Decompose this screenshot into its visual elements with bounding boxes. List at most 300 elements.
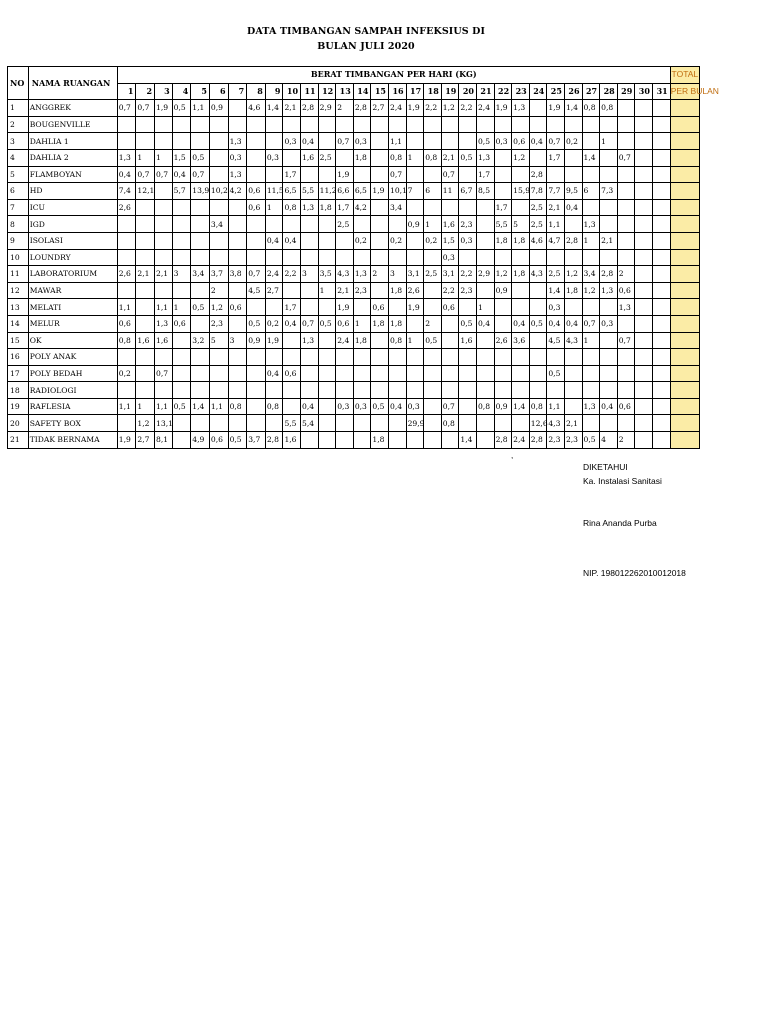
weight-cell <box>228 282 247 299</box>
weight-cell: 2,5 <box>529 199 547 216</box>
weight-cell <box>228 216 247 233</box>
row-number: 14 <box>8 315 29 332</box>
weight-cell <box>136 382 155 399</box>
weight-cell <box>155 249 173 266</box>
weight-cell: 2,8 <box>265 432 283 449</box>
weight-cell <box>406 349 424 366</box>
weight-cell: 0,6 <box>228 299 247 316</box>
weight-cell <box>652 100 670 117</box>
day-header: 4 <box>172 83 191 100</box>
weight-cell <box>547 249 565 266</box>
weight-cell <box>406 116 424 133</box>
weight-cell: 2,2 <box>459 100 477 117</box>
weight-cell <box>265 166 283 183</box>
weight-cell <box>600 382 618 399</box>
weight-cell: 3,4 <box>191 266 210 283</box>
weight-cell <box>318 116 336 133</box>
weight-cell <box>652 365 670 382</box>
weight-cell: 1,4 <box>512 398 530 415</box>
weight-cell <box>459 249 477 266</box>
weight-cell <box>424 199 442 216</box>
weight-cell: 0,4 <box>301 133 319 150</box>
weight-cell: 2 <box>336 100 354 117</box>
weight-cell <box>459 349 477 366</box>
weight-cell: 4,6 <box>529 232 547 249</box>
monthly-total-cell <box>670 100 699 117</box>
weight-cell <box>564 349 582 366</box>
weight-cell: 1,7 <box>547 149 565 166</box>
weight-cell: 2,6 <box>117 199 136 216</box>
weight-cell <box>406 199 424 216</box>
weight-cell: 1,3 <box>582 216 600 233</box>
weight-cell <box>424 349 442 366</box>
weight-cell <box>512 382 530 399</box>
weight-cell <box>265 415 283 432</box>
weight-cell: 0,4 <box>529 133 547 150</box>
weight-cell <box>247 216 266 233</box>
weight-cell: 0,5 <box>191 149 210 166</box>
weight-cell: 7,4 <box>117 183 136 200</box>
weight-cell: 0,5 <box>459 315 477 332</box>
weight-cell <box>155 232 173 249</box>
weight-cell <box>617 349 635 366</box>
weight-cell <box>172 116 191 133</box>
weight-cell <box>441 365 459 382</box>
weight-cell <box>564 398 582 415</box>
weight-cell <box>136 232 155 249</box>
table-row <box>8 149 700 166</box>
weight-cell <box>371 116 389 133</box>
weight-cell: 8,1 <box>155 432 173 449</box>
weight-cell: 0,3 <box>353 398 371 415</box>
weight-cell: 0,8 <box>441 415 459 432</box>
weight-cell <box>209 199 228 216</box>
weight-cell <box>191 232 210 249</box>
weight-cell <box>389 382 407 399</box>
weight-cell <box>459 398 477 415</box>
weight-cell <box>617 315 635 332</box>
weight-cell: 2,4 <box>336 332 354 349</box>
weight-cell: 2,1 <box>336 282 354 299</box>
weight-cell: 4,7 <box>547 232 565 249</box>
weight-cell <box>301 282 319 299</box>
weight-cell <box>635 249 653 266</box>
weight-cell: 0,5 <box>529 315 547 332</box>
weight-cell: 1,8 <box>371 315 389 332</box>
row-number: 20 <box>8 415 29 432</box>
weight-cell: 3,7 <box>209 266 228 283</box>
weight-cell <box>476 382 494 399</box>
row-number: 12 <box>8 282 29 299</box>
weight-cell: 0,9 <box>209 100 228 117</box>
weight-cell: 0,5 <box>172 100 191 117</box>
weight-cell <box>494 249 512 266</box>
weight-cell <box>635 299 653 316</box>
weight-cell: 1 <box>136 149 155 166</box>
weight-cell: 0,7 <box>617 332 635 349</box>
weight-cell <box>617 199 635 216</box>
weight-cell <box>136 249 155 266</box>
weight-cell <box>117 282 136 299</box>
weight-cell <box>209 149 228 166</box>
weight-cell <box>476 116 494 133</box>
day-header: 25 <box>547 83 565 100</box>
weight-cell <box>353 382 371 399</box>
weight-cell: 1,1 <box>117 299 136 316</box>
weight-cell: 0,4 <box>547 315 565 332</box>
weight-cell <box>459 365 477 382</box>
weight-cell: 0,6 <box>617 282 635 299</box>
weight-cell <box>529 332 547 349</box>
weight-cell: 0,6 <box>247 199 266 216</box>
weight-cell <box>635 100 653 117</box>
weight-cell <box>600 332 618 349</box>
weight-cell <box>191 216 210 233</box>
weight-cell <box>652 332 670 349</box>
weight-cell <box>424 133 442 150</box>
weight-cell: 2,8 <box>529 432 547 449</box>
weight-cell: 0,8 <box>600 100 618 117</box>
weight-cell: 0,3 <box>353 133 371 150</box>
weight-cell: 2,1 <box>547 199 565 216</box>
row-number: 2 <box>8 116 29 133</box>
day-header: 20 <box>459 83 477 100</box>
weight-cell: 0,7 <box>247 266 266 283</box>
weight-cell: 11 <box>441 183 459 200</box>
monthly-total-cell <box>670 398 699 415</box>
day-header: 14 <box>353 83 371 100</box>
weight-cell: 12,1 <box>136 183 155 200</box>
table-row <box>8 415 700 432</box>
weight-cell <box>228 415 247 432</box>
monthly-total-cell <box>670 432 699 449</box>
weight-cell: 0,3 <box>547 299 565 316</box>
signature-position: Ka. Instalasi Sanitasi <box>583 476 662 486</box>
weight-cell <box>424 365 442 382</box>
weight-cell: 0,4 <box>117 166 136 183</box>
weight-cell <box>512 365 530 382</box>
weight-cell <box>512 299 530 316</box>
weight-cell <box>476 232 494 249</box>
weight-cell: 4,2 <box>228 183 247 200</box>
weight-cell <box>424 382 442 399</box>
monthly-total-cell <box>670 232 699 249</box>
weight-cell <box>494 116 512 133</box>
weight-cell: 1,8 <box>389 282 407 299</box>
table-row <box>8 133 700 150</box>
day-header: 15 <box>371 83 389 100</box>
weight-cell <box>318 365 336 382</box>
weight-cell: 1,9 <box>336 299 354 316</box>
weight-cell <box>136 216 155 233</box>
weight-cell <box>547 349 565 366</box>
weight-cell <box>529 299 547 316</box>
weight-cell: 2 <box>617 432 635 449</box>
weight-cell <box>406 315 424 332</box>
weight-cell <box>117 216 136 233</box>
weight-cell: 2,8 <box>600 266 618 283</box>
row-number: 15 <box>8 332 29 349</box>
weight-cell <box>547 166 565 183</box>
weight-cell: 0,5 <box>547 365 565 382</box>
weight-cell <box>371 365 389 382</box>
day-header: 6 <box>209 83 228 100</box>
weight-cell: 1 <box>136 398 155 415</box>
table-row <box>8 232 700 249</box>
weight-cell <box>155 199 173 216</box>
weight-cell <box>476 432 494 449</box>
weight-cell: 1 <box>582 332 600 349</box>
weight-cell <box>600 199 618 216</box>
weight-cell: 0,8 <box>283 199 301 216</box>
weight-cell <box>371 382 389 399</box>
weight-cell <box>228 199 247 216</box>
weight-cell <box>424 299 442 316</box>
weight-cell <box>459 166 477 183</box>
weight-cell <box>389 365 407 382</box>
weight-cell: 1,1 <box>209 398 228 415</box>
weight-cell <box>564 216 582 233</box>
weight-cell <box>136 299 155 316</box>
weight-cell: 10,2 <box>209 183 228 200</box>
weight-cell <box>424 398 442 415</box>
monthly-total-cell <box>670 299 699 316</box>
weight-cell: 6,7 <box>459 183 477 200</box>
day-header: 29 <box>617 83 635 100</box>
weight-cell <box>353 365 371 382</box>
weight-cell <box>476 332 494 349</box>
day-header: 19 <box>441 83 459 100</box>
weight-cell: 2,5 <box>529 216 547 233</box>
room-name: MELUR <box>28 315 117 332</box>
weight-cell: 1,3 <box>512 100 530 117</box>
weight-cell: 0,9 <box>247 332 266 349</box>
weight-cell <box>301 299 319 316</box>
weight-cell: 0,5 <box>318 315 336 332</box>
weight-cell <box>136 116 155 133</box>
table-row <box>8 365 700 382</box>
weight-cell <box>476 415 494 432</box>
weight-cell: 1,6 <box>459 332 477 349</box>
room-name: ISOLASI <box>28 232 117 249</box>
weight-cell: 1,8 <box>389 315 407 332</box>
weight-cell <box>582 382 600 399</box>
row-number: 17 <box>8 365 29 382</box>
weight-cell: 0,8 <box>228 398 247 415</box>
table-row <box>8 266 700 283</box>
weight-cell: 0,5 <box>424 332 442 349</box>
monthly-total-cell <box>670 266 699 283</box>
weight-cell <box>635 382 653 399</box>
signature-name: Rina Ananda Purba <box>583 518 657 528</box>
weight-cell <box>155 349 173 366</box>
weight-cell <box>155 382 173 399</box>
weight-cell <box>265 382 283 399</box>
weight-cell <box>301 216 319 233</box>
weight-cell: 4,3 <box>564 332 582 349</box>
row-number: 9 <box>8 232 29 249</box>
weight-cell: 0,6 <box>512 133 530 150</box>
weight-cell: 0,7 <box>389 166 407 183</box>
weight-cell <box>117 232 136 249</box>
table-row <box>8 100 700 117</box>
weight-cell <box>318 166 336 183</box>
weight-cell <box>247 166 266 183</box>
weight-cell: 1 <box>600 133 618 150</box>
weight-cell <box>582 249 600 266</box>
weight-cell: 1,1 <box>191 100 210 117</box>
weight-cell: 0,4 <box>564 315 582 332</box>
weight-cell <box>617 232 635 249</box>
weight-cell: 2,1 <box>564 415 582 432</box>
table-row <box>8 216 700 233</box>
weight-cell: 1 <box>318 282 336 299</box>
row-number: 6 <box>8 183 29 200</box>
weight-cell: 2,9 <box>318 100 336 117</box>
weight-cell: 2,1 <box>600 232 618 249</box>
weight-cell: 1,9 <box>406 299 424 316</box>
weight-cell <box>283 149 301 166</box>
weight-cell <box>406 249 424 266</box>
day-header: 5 <box>191 83 210 100</box>
weight-cell: 1,8 <box>564 282 582 299</box>
weight-cell <box>635 315 653 332</box>
weight-cell <box>476 216 494 233</box>
weight-cell <box>389 299 407 316</box>
table-row <box>8 332 700 349</box>
room-name: TIDAK BERNAMA <box>28 432 117 449</box>
weight-cell: 1,3 <box>228 166 247 183</box>
weight-cell <box>301 365 319 382</box>
weight-cell: 1,1 <box>117 398 136 415</box>
weight-cell: 1,4 <box>191 398 210 415</box>
weight-cell: 0,3 <box>600 315 618 332</box>
weight-cell: 1,4 <box>564 100 582 117</box>
weight-cell <box>283 382 301 399</box>
weight-cell <box>117 349 136 366</box>
weight-cell <box>617 116 635 133</box>
weight-cell <box>476 365 494 382</box>
weight-cell <box>209 249 228 266</box>
weight-cell: 1,2 <box>582 282 600 299</box>
weight-cell <box>301 349 319 366</box>
weight-cell: 2,1 <box>136 266 155 283</box>
weight-cell <box>494 365 512 382</box>
weight-cell <box>494 149 512 166</box>
weight-cell: 1,6 <box>155 332 173 349</box>
table-row <box>8 382 700 399</box>
weight-cell: 1,8 <box>353 332 371 349</box>
weight-cell: 2,8 <box>494 432 512 449</box>
weight-cell <box>371 149 389 166</box>
weight-cell <box>318 382 336 399</box>
weight-cell: 2,2 <box>283 266 301 283</box>
weight-cell: 1,9 <box>547 100 565 117</box>
weight-cell: 1 <box>353 315 371 332</box>
table-row <box>8 315 700 332</box>
weight-cell: 3 <box>228 332 247 349</box>
header-total-line2: PER BULAN <box>670 83 699 100</box>
weight-cell: 4 <box>600 432 618 449</box>
weight-cell <box>172 382 191 399</box>
weight-cell: 0,6 <box>117 315 136 332</box>
weight-cell: 0,3 <box>283 133 301 150</box>
weight-cell <box>353 299 371 316</box>
weight-cell: 3,4 <box>389 199 407 216</box>
weight-cell <box>512 415 530 432</box>
table-row <box>8 282 700 299</box>
weight-cell: 1,9 <box>371 183 389 200</box>
day-header: 9 <box>265 83 283 100</box>
row-number: 19 <box>8 398 29 415</box>
weight-cell <box>191 116 210 133</box>
weight-cell: 0,8 <box>476 398 494 415</box>
weight-cell: 0,7 <box>117 100 136 117</box>
weight-cell <box>265 299 283 316</box>
weight-cell <box>617 183 635 200</box>
weight-cell: 1,8 <box>512 232 530 249</box>
weight-cell <box>117 249 136 266</box>
weight-cell <box>406 232 424 249</box>
weight-cell: 2,4 <box>512 432 530 449</box>
weight-cell: 3,1 <box>406 266 424 283</box>
room-name: LABORATORIUM <box>28 266 117 283</box>
weight-cell: 0,7 <box>582 315 600 332</box>
weight-cell <box>459 415 477 432</box>
weight-cell <box>209 116 228 133</box>
weight-cell <box>371 166 389 183</box>
weight-cell <box>635 149 653 166</box>
weight-cell: 1 <box>424 216 442 233</box>
weight-cell <box>389 349 407 366</box>
table-row <box>8 299 700 316</box>
weight-cell: 0,6 <box>209 432 228 449</box>
weight-cell: 0,7 <box>155 365 173 382</box>
weight-cell <box>600 349 618 366</box>
weight-cell <box>512 282 530 299</box>
weight-cell <box>209 382 228 399</box>
weight-cell <box>652 299 670 316</box>
monthly-total-cell <box>670 116 699 133</box>
weight-cell: 0,7 <box>191 166 210 183</box>
header-room-name: NAMA RUANGAN <box>28 67 117 100</box>
weight-cell <box>459 116 477 133</box>
weight-cell <box>155 116 173 133</box>
weight-cell <box>494 166 512 183</box>
weight-cell <box>228 315 247 332</box>
weight-cell: 3,8 <box>228 266 247 283</box>
weight-cell: 1,8 <box>494 232 512 249</box>
weight-cell <box>371 199 389 216</box>
monthly-total-cell <box>670 415 699 432</box>
weight-cell <box>389 415 407 432</box>
weight-cell: 9,5 <box>564 183 582 200</box>
row-number: 18 <box>8 382 29 399</box>
monthly-total-cell <box>670 382 699 399</box>
weight-cell <box>635 133 653 150</box>
weight-cell: 4,9 <box>191 432 210 449</box>
weight-cell <box>424 282 442 299</box>
weight-cell <box>512 249 530 266</box>
day-header: 16 <box>389 83 407 100</box>
weight-cell: 0,4 <box>265 365 283 382</box>
weight-cell: 1 <box>582 232 600 249</box>
weight-cell: 2,1 <box>283 100 301 117</box>
weight-cell <box>529 116 547 133</box>
weight-cell <box>301 166 319 183</box>
weight-cell <box>389 249 407 266</box>
monthly-total-cell <box>670 249 699 266</box>
